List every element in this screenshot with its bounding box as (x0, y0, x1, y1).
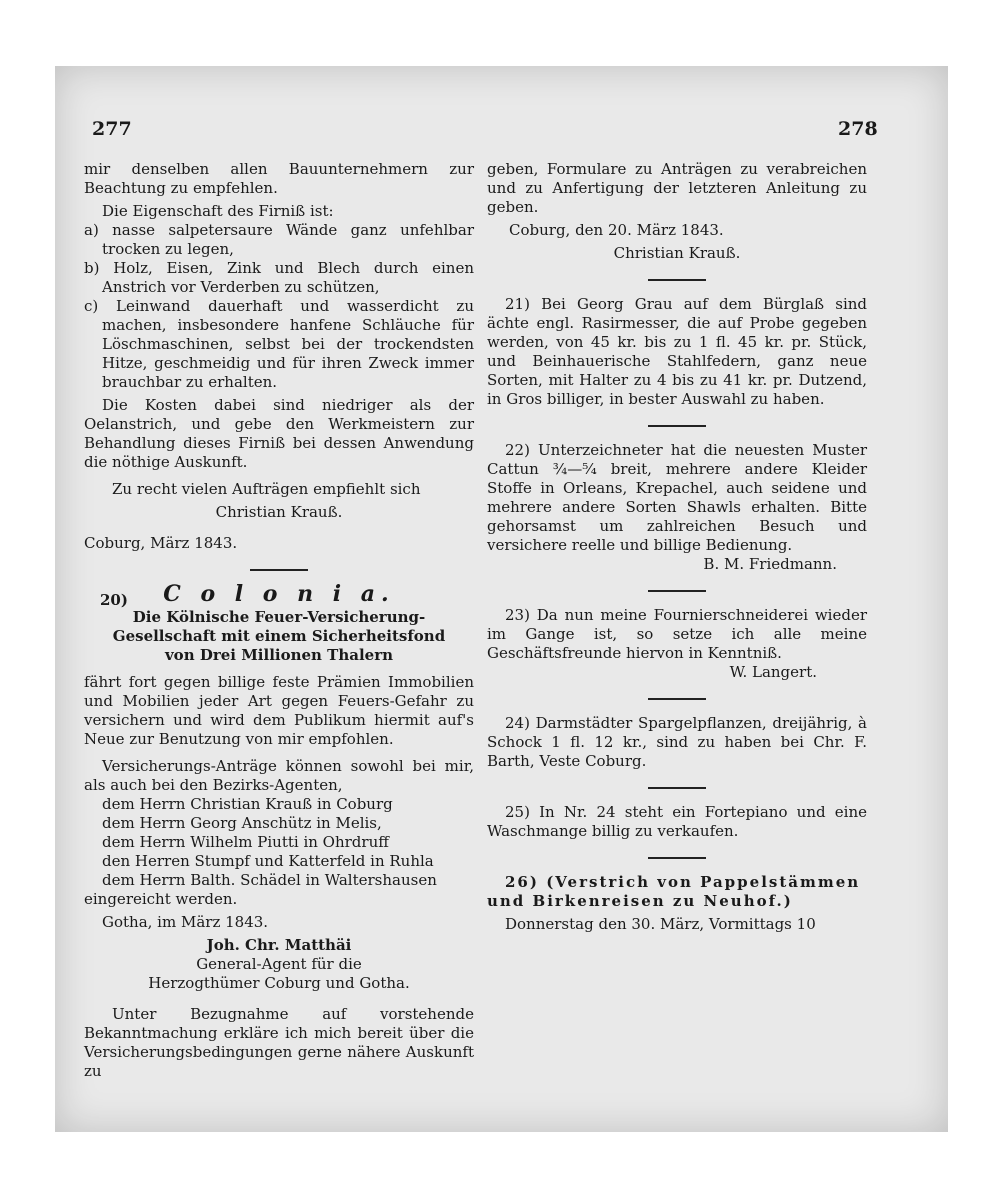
continuation-text: geben, Formulare zu Anträgen zu verabreichen und zu Anfertigung der letzteren Anleitung zu geben. (487, 160, 867, 216)
ad-21: 21) Bei Georg Grau auf dem Bürglaß sind ächte engl. Rasirmesser, die auf Probe gegeben werden, von 45 kr. bis zu 1 fl. 45 kr. pr. Stück, und Beinhauerische Stahlfedern, ganz neue Sorten, mit Halter zu 4 bis zu 41 kr. pr. Dutzend, in Gros billiger, in bester Auswahl zu haben. (487, 295, 867, 408)
divider (648, 787, 706, 789)
divider (648, 857, 706, 859)
ad-number: 20) (100, 591, 128, 609)
agent-list (84, 795, 474, 890)
signer-name: W. Langert. (729, 663, 817, 681)
divider (648, 279, 706, 281)
place-date: Gotha, im März 1843. (102, 913, 269, 931)
divider (648, 425, 706, 427)
ad-25: 25) In Nr. 24 steht ein Fortepiano und eine Waschmange billig zu verkaufen. (487, 803, 867, 840)
signer-title: General-Agent für die Herzogthümer Coburg und Gotha. (148, 955, 410, 992)
signer-name: Christian Krauß. (613, 244, 741, 262)
recommend-text: Zu recht vielen Aufträgen empfiehlt sich (112, 480, 421, 498)
ad-body: fährt fort gegen billige feste Prämien Immobilien und Mobilien jeder Art gegen Feuers-Gefahr zu versichern und wird dem Publikum hiermit auf's Neue zur Benutzung von mir empfohlen. (84, 673, 474, 748)
ad-20 (84, 581, 474, 609)
ad-26-title: 26) (Verstrich von Pappelstämmen und Birkenreisen zu Neuhof.) (487, 873, 861, 910)
ad-title: C o l o n i a. (163, 581, 395, 607)
ad-body: Versicherungs-Anträge können sowohl bei mir, als auch bei den Bezirks-Agenten, (84, 757, 474, 794)
list-item: a) nasse salpetersaure Wände ganz unfehlbar trocken zu legen, (84, 221, 474, 258)
list-item: den Herren Stumpf und Katterfeld in Ruhla (102, 852, 434, 870)
place-date: Coburg, den 20. März 1843. (509, 221, 724, 239)
ad-26-body: Donnerstag den 30. März, Vormittags 10 (505, 915, 816, 933)
list-item: dem Herrn Balth. Schädel in Waltershausen (102, 871, 437, 889)
right-column (487, 160, 867, 934)
ad-subtitle: Die Kölnische Feuer-Versicherung-Gesellschaft mit einem Sicherheitsfond von Drei Millionen Thalern (112, 608, 446, 664)
ad-23: 23) Da nun meine Fournierschneiderei wieder im Gange ist, so setze ich alle meine Geschäftsfreunde hiervon in Kenntniß. (487, 606, 867, 662)
divider (648, 590, 706, 592)
list-item: b) Holz, Eisen, Zink und Blech durch einen Anstrich vor Verderben zu schützen, (84, 259, 474, 296)
signer-name: B. M. Friedmann. (703, 555, 837, 573)
properties-heading: Die Eigenschaft des Firniß ist: (102, 202, 334, 220)
ad-22: 22) Unterzeichneter hat die neuesten Muster Cattun ¾—⁵⁄₄ breit, mehrere andere Kleider Stoffe in Orleans, Krepachel, auch seidene und mehrere andere Sorten Shawls erhalten. Bitte gehorsamst um zahlreichen Besuch und versichere reelle und billige Bedienung. (487, 441, 867, 554)
costs-paragraph: Die Kosten dabei sind niedriger als der Oelanstrich, und gebe den Werkmeistern zur Behandlung dieses Firniß bei dessen Anwendung die nöthige Auskunft. (84, 396, 474, 471)
page-number-right: 278 (838, 118, 878, 140)
place-date: Coburg, März 1843. (84, 534, 238, 552)
list-item: dem Herrn Wilhelm Piutti in Ohrdruff (102, 833, 389, 851)
signer-name: Christian Krauß. (215, 503, 343, 521)
list-item: dem Herrn Georg Anschütz in Melis, (102, 814, 382, 832)
intro-text: mir denselben allen Bauunternehmern zur Beachtung zu empfehlen. (84, 160, 474, 197)
page-number-left: 277 (92, 118, 132, 140)
list-item: dem Herrn Christian Krauß in Coburg (102, 795, 393, 813)
ad-24: 24) Darmstädter Spargelpflanzen, dreijährig, à Schock 1 fl. 12 kr., sind zu haben bei Chr. F. Barth, Veste Coburg. (487, 714, 867, 770)
ad-body: eingereicht werden. (84, 890, 238, 908)
list-item: c) Leinwand dauerhaft und wasserdicht zu machen, insbesondere hanfene Schläuche für Löschmaschinen, selbst bei der trockendsten Hitze, geschmeidig und für ihren Zweck immer brauchbar zu erhalten. (84, 297, 474, 391)
divider (250, 569, 308, 571)
footer-paragraph: Unter Bezugnahme auf vorstehende Bekanntmachung erkläre ich mich bereit über die Versicherungsbedingungen gerne nähere Auskunft zu (84, 1005, 474, 1080)
left-column (84, 160, 474, 1081)
divider (648, 698, 706, 700)
signer-name: Joh. Chr. Matthäi (206, 936, 352, 954)
